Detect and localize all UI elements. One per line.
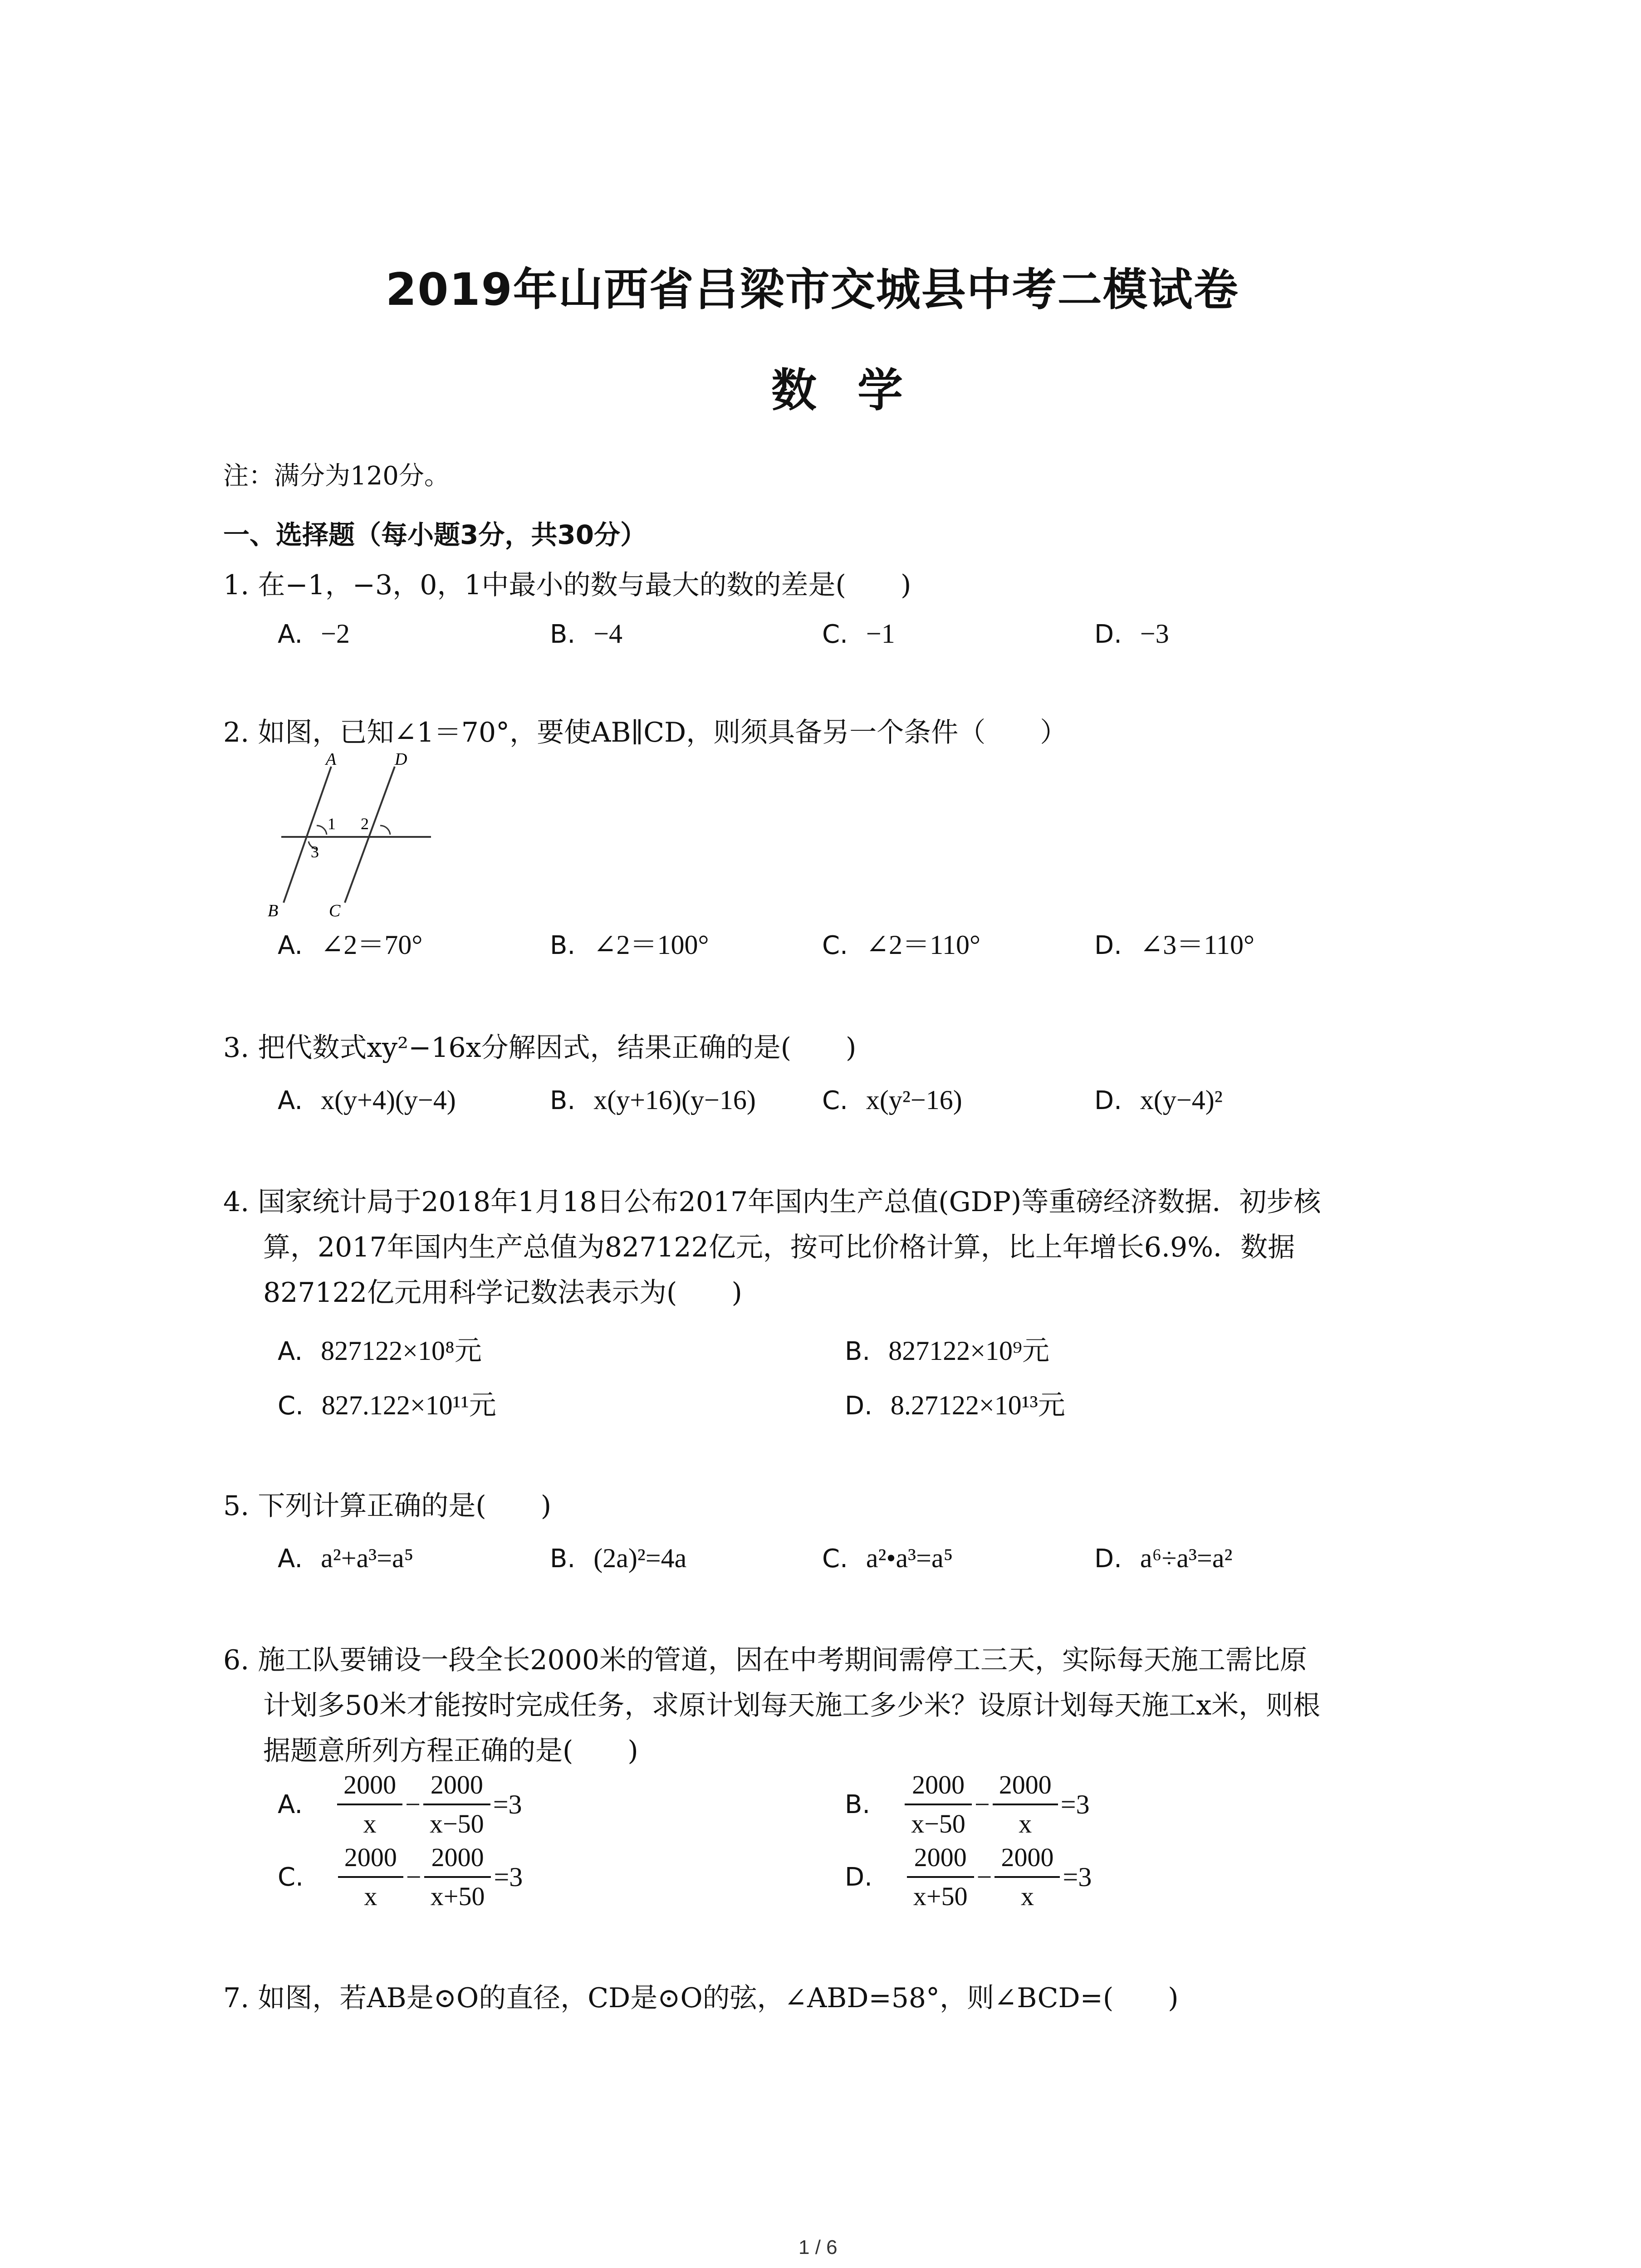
question-3-option-a: A. x(y+4)(y−4) (278, 1085, 456, 1115)
question-7-stem: 7. 如图，若AB是⊙O的直径，CD是⊙O的弦，∠ABD=58°，则∠BCD=( ) (223, 1982, 1179, 2014)
question-5-option-d: D. a⁶÷a³=a² (1094, 1543, 1233, 1574)
question-3-option-b: B. x(y+16)(y−16) (550, 1085, 756, 1115)
question-6-line-3: 据题意所列方程正确的是( ) (263, 1735, 638, 1767)
question-2-stem: 2. 如图，已知∠1＝70°，要使AB∥CD，则须具备另一个条件（ ） (223, 717, 1068, 748)
question-6-option-b: B. $\frac{2000}{x-50}$ − $\frac{2000}{x}$ =3 (845, 1770, 1090, 1838)
subject-heading: 数学 (771, 364, 944, 417)
question-5-option-a: A. a²+a³=a⁵ (278, 1543, 414, 1574)
question-2-option-b: B. ∠2＝100° (550, 930, 709, 960)
question-6-line-2: 计划多50米才能按时完成任务，求原计划每天施工多少米？设原计划每天施工x米，则根 (263, 1690, 1321, 1721)
question-6-option-d: D. $\frac{2000}{x+50}$ − $\frac{2000}{x}$ =3 (845, 1843, 1092, 1911)
label-angle-2: 2 (361, 815, 369, 833)
question-3-stem: 3. 把代数式xy²−16x分解因式，结果正确的是( ) (223, 1032, 857, 1064)
question-3-option-d: D. x(y−4)² (1094, 1085, 1223, 1115)
question-5-stem: 5. 下列计算正确的是( ) (223, 1490, 552, 1522)
question-4-line-1: 4. 国家统计局于2018年1月18日公布2017年国内生产总值(GDP)等重磅经济数据．初步核 (223, 1186, 1321, 1218)
page-title: 2019年山西省吕梁市交城县中考二模试卷 (386, 264, 1239, 316)
question-6-option-c: C. $\frac{2000}{x}$ − $\frac{2000}{x+50}$ =3 (278, 1843, 523, 1911)
question-5-option-c: C. a²•a³=a⁵ (822, 1543, 953, 1574)
question-1-stem: 1. 在−1，−3，0，1中最小的数与最大的数的差是( ) (223, 569, 911, 601)
question-1-option-c: C. −1 (822, 619, 895, 649)
label-a: A (326, 753, 337, 769)
label-angle-3: 3 (311, 843, 319, 861)
question-5-option-b: B. (2a)²=4a (550, 1543, 687, 1574)
question-4-option-c: C. 827.122×10¹¹元 (278, 1390, 496, 1421)
parallel-lines-figure (263, 753, 445, 921)
question-3-option-c: C. x(y²−16) (822, 1085, 962, 1115)
question-2-option-c: C. ∠2＝110° (822, 930, 980, 960)
score-note: 注：满分为120分。 (223, 461, 450, 491)
question-4-option-b: B. 827122×10⁹元 (845, 1336, 1049, 1366)
question-2-option-a: A. ∠2＝70° (278, 930, 423, 960)
question-2-option-d: D. ∠3＝110° (1094, 930, 1254, 960)
label-b: B (268, 901, 279, 920)
question-6-option-a: A. $\frac{2000}{x}$ − $\frac{2000}{x-50}$ =3 (278, 1770, 522, 1838)
label-angle-1: 1 (328, 815, 336, 833)
label-d: D (395, 753, 407, 769)
question-4-option-d: D. 8.27122×10¹³元 (845, 1390, 1065, 1421)
question-4-line-2: 算，2017年国内生产总值为827122亿元，按可比价格计算，比上年增长6.9%．数据 (263, 1232, 1295, 1263)
question-4-line-3: 827122亿元用科学记数法表示为( ) (263, 1277, 742, 1309)
section-heading-choice: 一、选择题（每小题3分，共30分） (223, 519, 647, 550)
question-4-option-a: A. 827122×10⁸元 (278, 1336, 482, 1366)
question-1-option-d: D. −3 (1094, 619, 1169, 649)
label-c: C (329, 901, 341, 920)
page-number: 1 / 6 (798, 2236, 838, 2258)
question-1-option-a: A. −2 (278, 619, 350, 649)
question-1-option-b: B. −4 (550, 619, 623, 649)
question-6-line-1: 6. 施工队要铺设一段全长2000米的管道，因在中考期间需停工三天，实际每天施工需比原 (223, 1644, 1308, 1676)
